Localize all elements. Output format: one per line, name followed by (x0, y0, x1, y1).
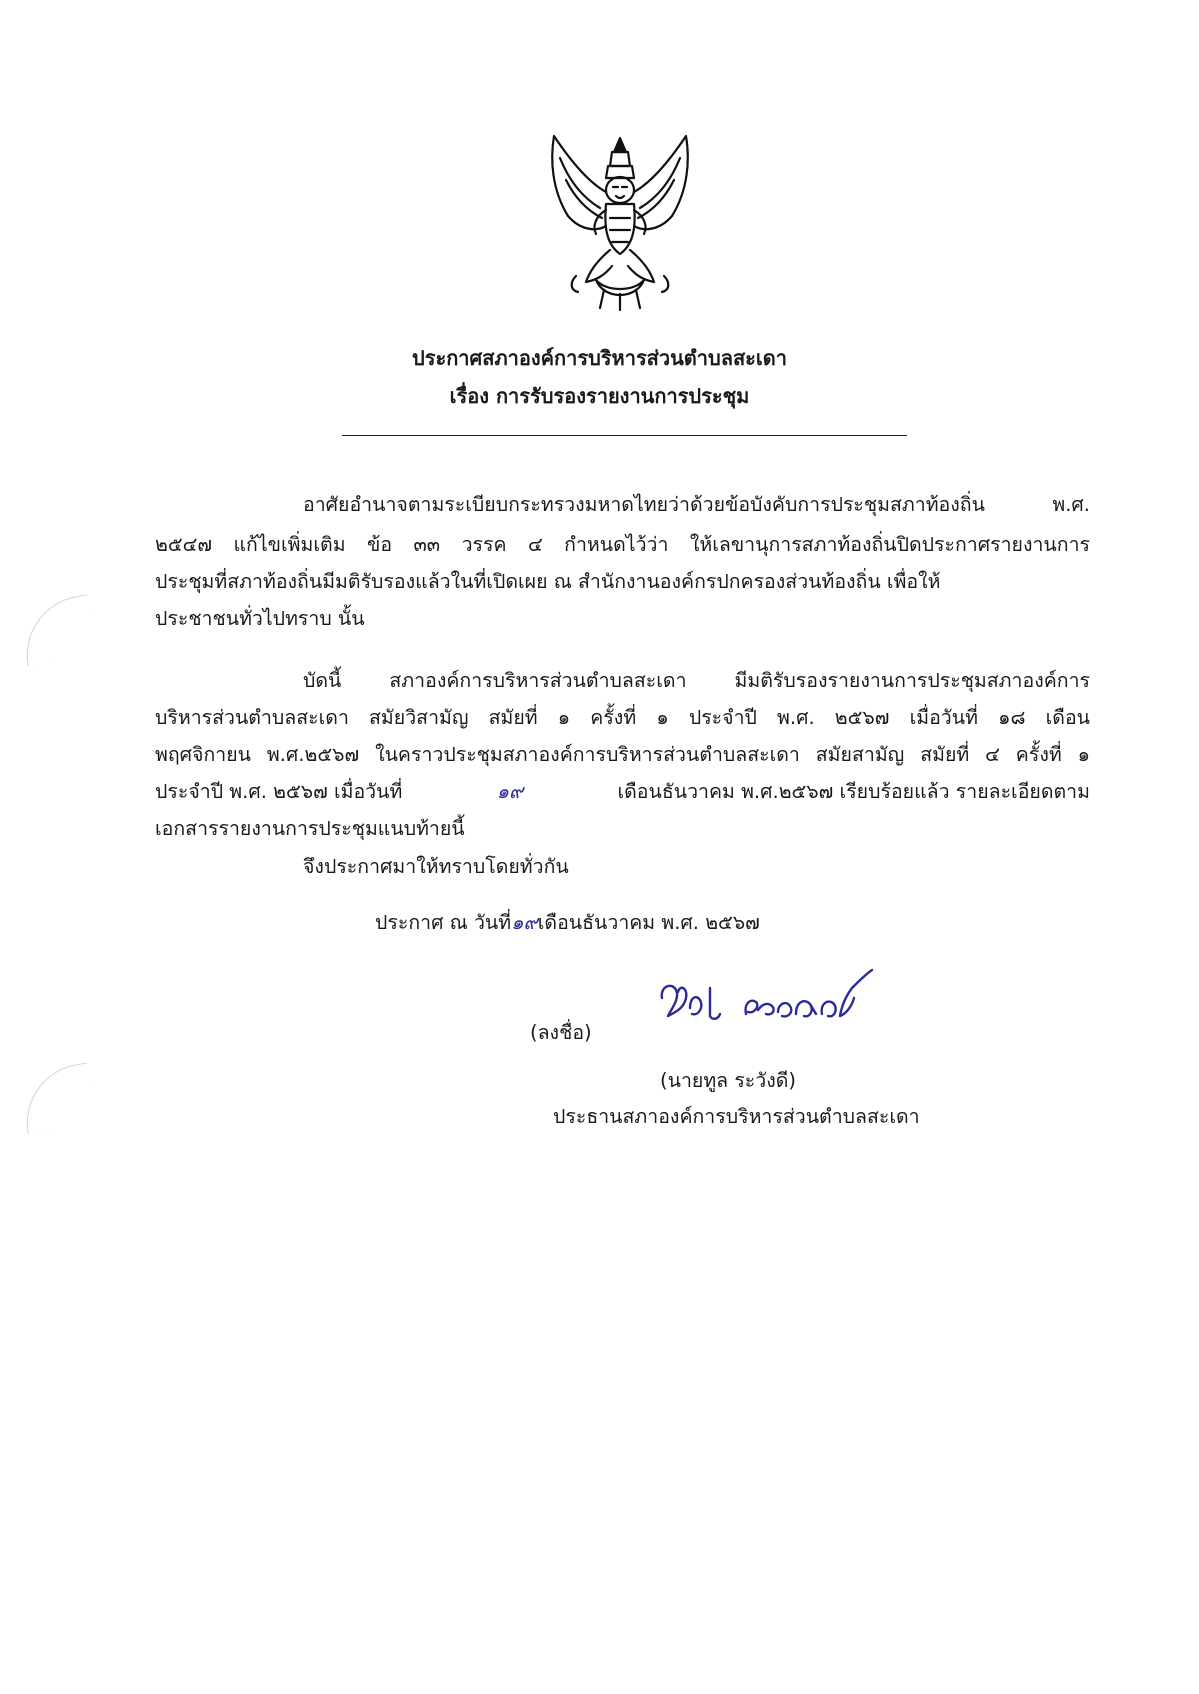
handwritten-date-day: ๑๙ (511, 911, 538, 934)
paragraph2-line1: บัดนี้ สภาองค์การบริหารส่วนตำบลสะเดา มีมติรับรองรายงานการประชุมสภาองค์การ (303, 669, 1090, 692)
paragraph1-line4: ประชาชนทั่วไปทราบ นั้น (155, 607, 365, 630)
date-prefix: ประกาศ ณ วันที่ (375, 911, 512, 934)
paragraph1-line1: อาศัยอำนาจตามระเบียบกระทรวงมหาดไทยว่าด้วยข้อบังคับการประชุมสภาท้องถิ่น พ.ศ. (303, 493, 1090, 516)
sign-label: (ลงชื่อ) (530, 1021, 592, 1044)
paragraph2-line4-text-b: เดือนธันวาคม พ.ศ.๒๕๖๗ เรียบร้อยแล้ว รายละเอียดตาม (617, 780, 1090, 803)
title-divider (342, 435, 907, 436)
paragraph2-line2: บริหารส่วนตำบลสะเดา สมัยวิสามัญ สมัยที่ ๑ ครั้งที่ ๑ ประจำปี พ.ศ. ๒๕๖๗ เมื่อวันที่ ๑๘ เดือน (155, 706, 1090, 729)
announcement-title: ประกาศสภาองค์การบริหารส่วนตำบลสะเดา (412, 346, 787, 370)
punch-hole-mark (17, 594, 98, 666)
paragraph2-line5: เอกสารรายงานการประชุมแนบท้ายนี้ (155, 817, 465, 840)
paragraph1-line2: ๒๕๔๗ แก้ไขเพิ่มเติม ข้อ ๓๓ วรรค ๔ กำหนดไว้ว่า ให้เลขานุการสภาท้องถิ่นปิดประกาศรายงานการ (155, 533, 1090, 556)
closing-statement: จึงประกาศมาให้ทราบโดยทั่วกัน (303, 855, 569, 878)
handwritten-signature-icon (650, 968, 885, 1038)
handwritten-day: ๑๙ (496, 780, 524, 803)
paragraph2-line4 (155, 779, 1090, 805)
announcement-date (375, 910, 760, 936)
paragraph2-line4-text-a: ประจำปี พ.ศ. ๒๕๖๗ เมื่อวันที่ (155, 780, 403, 803)
signer-name: (นายทูล ระวังดี) (660, 1069, 797, 1092)
paragraph2-line3: พฤศจิกายน พ.ศ.๒๕๖๗ ในคราวประชุมสภาองค์การบริหารส่วนตำบลสะเดา สมัยสามัญ สมัยที่ ๔ ครั้งที่ ๑ (155, 743, 1090, 766)
signer-position: ประธานสภาองค์การบริหารส่วนตำบลสะเดา (553, 1105, 920, 1128)
punch-hole-mark (17, 1062, 98, 1134)
garuda-emblem-icon (540, 130, 700, 312)
announcement-subject: เรื่อง การรับรองรายงานการประชุม (449, 384, 750, 408)
paragraph1-line3: ประชุมที่สภาท้องถิ่นมีมติรับรองแล้วในที่เปิดเผย ณ สำนักงานองค์กรปกครองส่วนท้องถิ่น เพื่อให้ (155, 570, 941, 593)
date-suffix: เดือนธันวาคม พ.ศ. ๒๕๖๗ (537, 911, 760, 934)
